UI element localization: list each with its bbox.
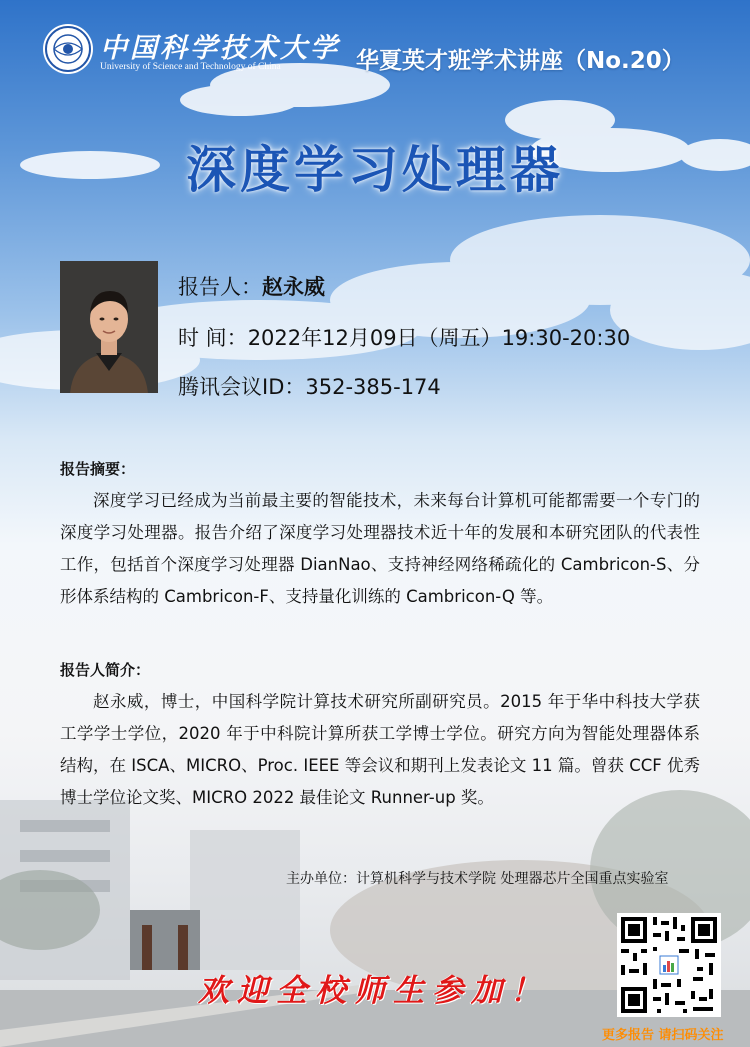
organizers: 主办单位：计算机科学与技术学院 处理器芯片全国重点实验室 [286,871,669,887]
speaker-line [178,271,325,301]
welcome-slogan: 欢迎全校师生参加！ [198,973,549,1009]
meeting-id: 352-385-174 [305,375,441,399]
time-label: 时 间： [178,326,248,350]
lecture-title: 深度学习处理器 [186,141,564,199]
abstract-text: 深度学习已经成为当前最主要的智能技术，未来每台计算机可能都需要一个专门的深度学习处理器。报告介绍了深度学习处理器技术近十年的发展和本研究团队的代表性工作，包括首个深度学习处理器 DianNao、支持神经网络稀疏化的 Cambricon-S、分形体系结构的 Cambricon-F、支持量化训练的 Cambricon-Q 等。 [60,491,700,606]
lecture-time: 2022年12月09日（周五）19:30-20:30 [247,326,631,350]
meeting-label: 腾讯会议ID： [178,375,306,399]
qr-caption: 更多报告 请扫码关注 [602,1028,724,1043]
meeting-line [178,371,441,401]
lecture-series-title: 华夏英才班学术讲座（No.20） [356,48,685,74]
speaker-label: 报告人： [178,275,262,299]
bio-text: 赵永威，博士，中国科学院计算技术研究所副研究员。2015 年于华中科技大学获工学学士学位，2020 年于中科院计算所获工学博士学位。研究方向为智能处理器体系结构，在 ISCA、MICRO、Proc. IEEE 等会议和期刊上发表论文 11 篇。曾获 CCF 优秀博士学位论文奖、MICRO 2022 最佳论文 Runner-up 奖。 [60,692,700,807]
university-name-en: University of Science and Technology of China [100,62,281,72]
speaker-photo [60,261,158,393]
time-line [178,322,630,352]
qr-code[interactable] [617,913,721,1017]
abstract-heading: 报告摘要： [60,460,136,478]
university-name-cn: 中国科学技术大学 [100,33,340,64]
speaker-name: 赵永威 [262,275,325,299]
bio-heading: 报告人简介： [60,661,151,679]
university-logo [42,23,94,75]
